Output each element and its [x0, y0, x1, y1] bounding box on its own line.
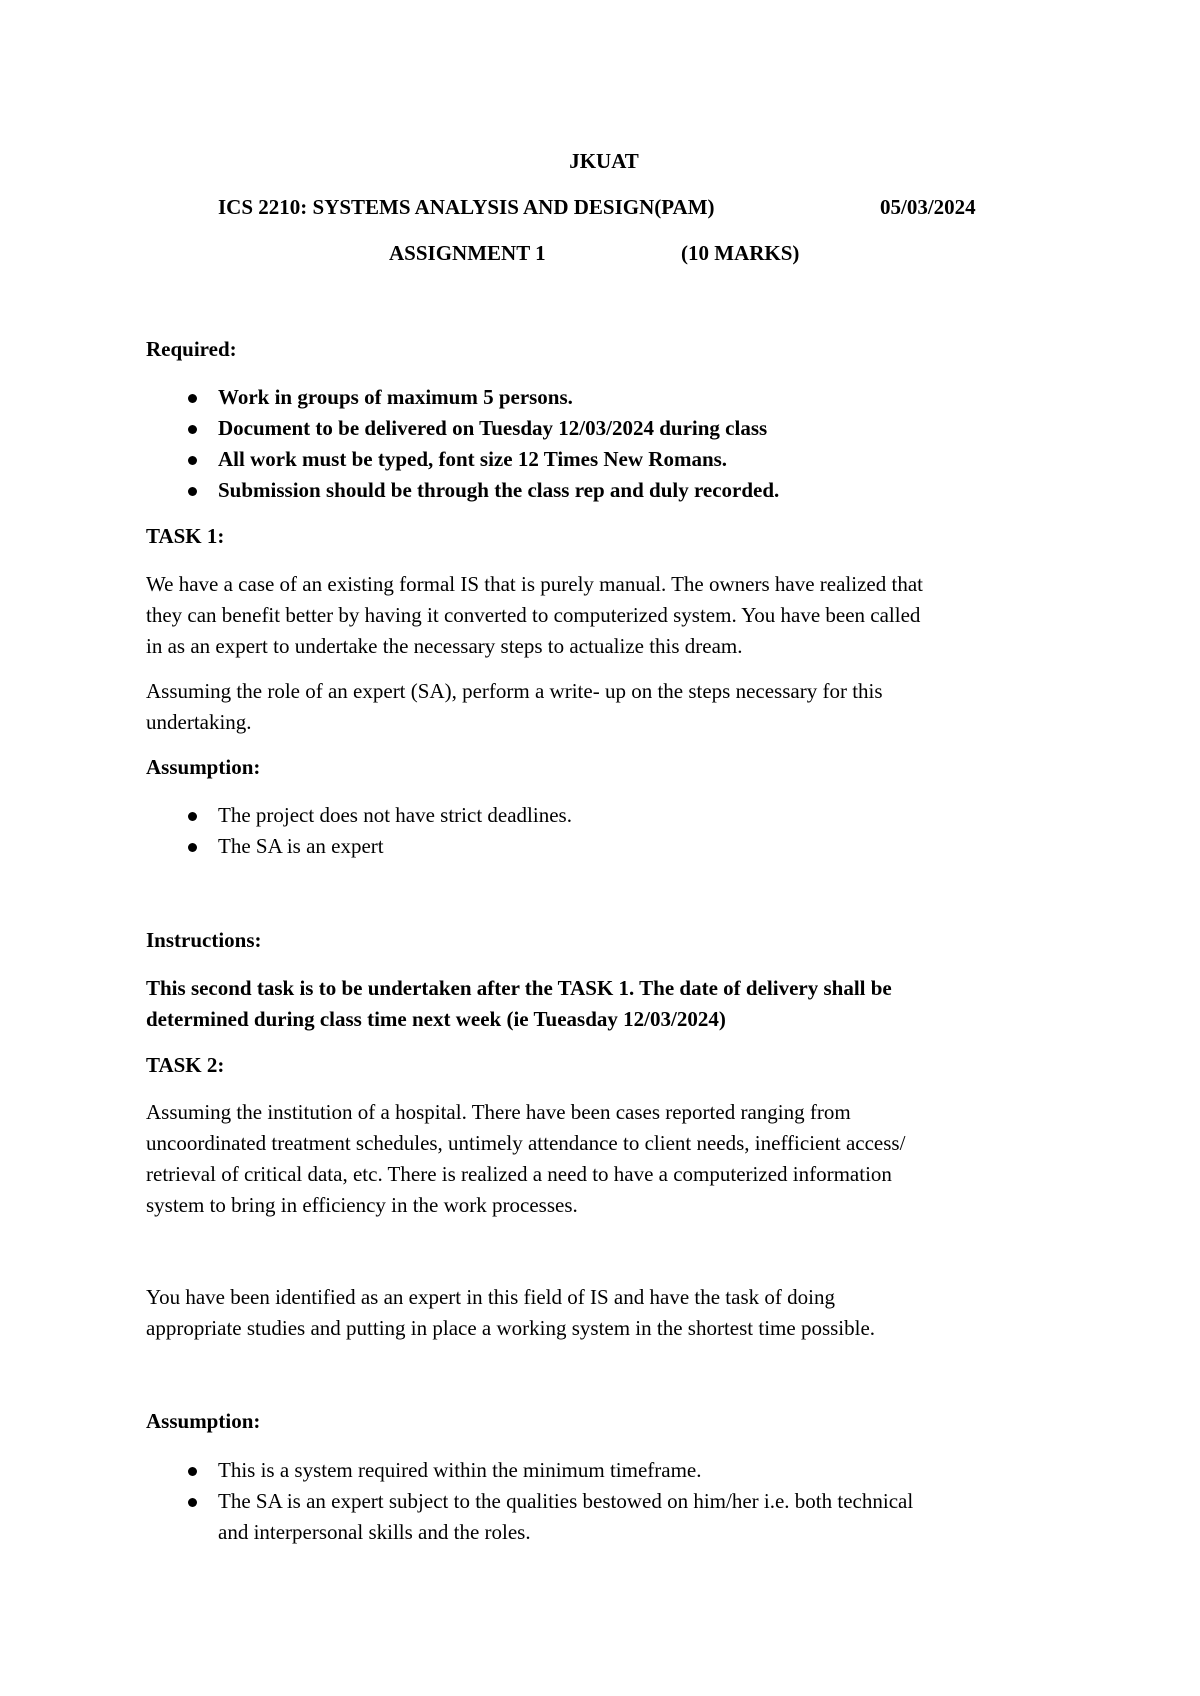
- bullet-icon: [188, 812, 197, 821]
- text-line: in as an expert to undertake the necessary steps to actualize this dream.: [146, 634, 743, 658]
- task2-paragraph-2: [146, 1282, 1086, 1344]
- bullet-icon: [188, 394, 197, 403]
- task1-paragraph-1: [146, 569, 1086, 662]
- task1-assumption-list: [146, 800, 572, 862]
- assignment-marks: (10 MARKS): [681, 241, 800, 265]
- document-date: 05/03/2024: [880, 195, 976, 219]
- text-line: Assuming the institution of a hospital. There have been cases reported ranging from: [146, 1100, 851, 1124]
- instructions-heading: Instructions:: [146, 928, 262, 952]
- text-line: retrieval of critical data, etc. There is realized a need to have a computerized information: [146, 1162, 892, 1186]
- assignment-title: ASSIGNMENT 1: [389, 241, 546, 265]
- bullet-icon: [188, 456, 197, 465]
- text-line: they can benefit better by having it converted to computerized system. You have been called: [146, 603, 921, 627]
- bullet-icon: [188, 425, 197, 434]
- task2-assumption-list: [146, 1455, 913, 1548]
- text-line: uncoordinated treatment schedules, untimely attendance to client needs, inefficient access/: [146, 1131, 906, 1155]
- text-line: determined during class time next week (ie Tueasday 12/03/2024): [146, 1007, 726, 1031]
- list-item: Submission should be through the class rep and duly recorded.: [146, 475, 779, 506]
- task1-paragraph-2: [146, 676, 1086, 738]
- task1-assumption-heading: Assumption:: [146, 755, 261, 779]
- list-item: The SA is an expert: [146, 831, 572, 862]
- bullet-icon: [188, 843, 197, 852]
- list-item: All work must be typed, font size 12 Times New Romans.: [146, 444, 779, 475]
- course-title: ICS 2210: SYSTEMS ANALYSIS AND DESIGN(PAM): [218, 195, 715, 219]
- text-line: We have a case of an existing formal IS that is purely manual. The owners have realized that: [146, 572, 923, 596]
- task1-heading: TASK 1:: [146, 524, 225, 548]
- text-line: Assuming the role of an expert (SA), perform a write- up on the steps necessary for this: [146, 679, 883, 703]
- list-item: This is a system required within the minimum timeframe.: [146, 1455, 913, 1486]
- list-item: Document to be delivered on Tuesday 12/03/2024 during class: [146, 413, 779, 444]
- text-line: appropriate studies and putting in place a working system in the shortest time possible.: [146, 1316, 876, 1340]
- institution-title: JKUAT: [569, 149, 639, 173]
- text-line: This second task is to be undertaken after the TASK 1. The date of delivery shall be: [146, 976, 892, 1000]
- required-list: [146, 382, 779, 506]
- task2-paragraph-1: [146, 1097, 1086, 1221]
- bullet-icon: [188, 1467, 197, 1476]
- list-item: The project does not have strict deadlines.: [146, 800, 572, 831]
- bullet-icon: [188, 1498, 197, 1507]
- required-heading: Required:: [146, 337, 237, 361]
- text-line: You have been identified as an expert in this field of IS and have the task of doing: [146, 1285, 835, 1309]
- text-line: undertaking.: [146, 710, 252, 734]
- instructions-paragraph: [146, 973, 1086, 1035]
- list-item: The SA is an expert subject to the qualities bestowed on him/her i.e. both technical and interpersonal skills and the roles.: [146, 1486, 913, 1548]
- bullet-icon: [188, 487, 197, 496]
- task2-assumption-heading: Assumption:: [146, 1409, 261, 1433]
- list-item: Work in groups of maximum 5 persons.: [146, 382, 779, 413]
- task2-heading: TASK 2:: [146, 1053, 225, 1077]
- text-line: system to bring in efficiency in the work processes.: [146, 1193, 578, 1217]
